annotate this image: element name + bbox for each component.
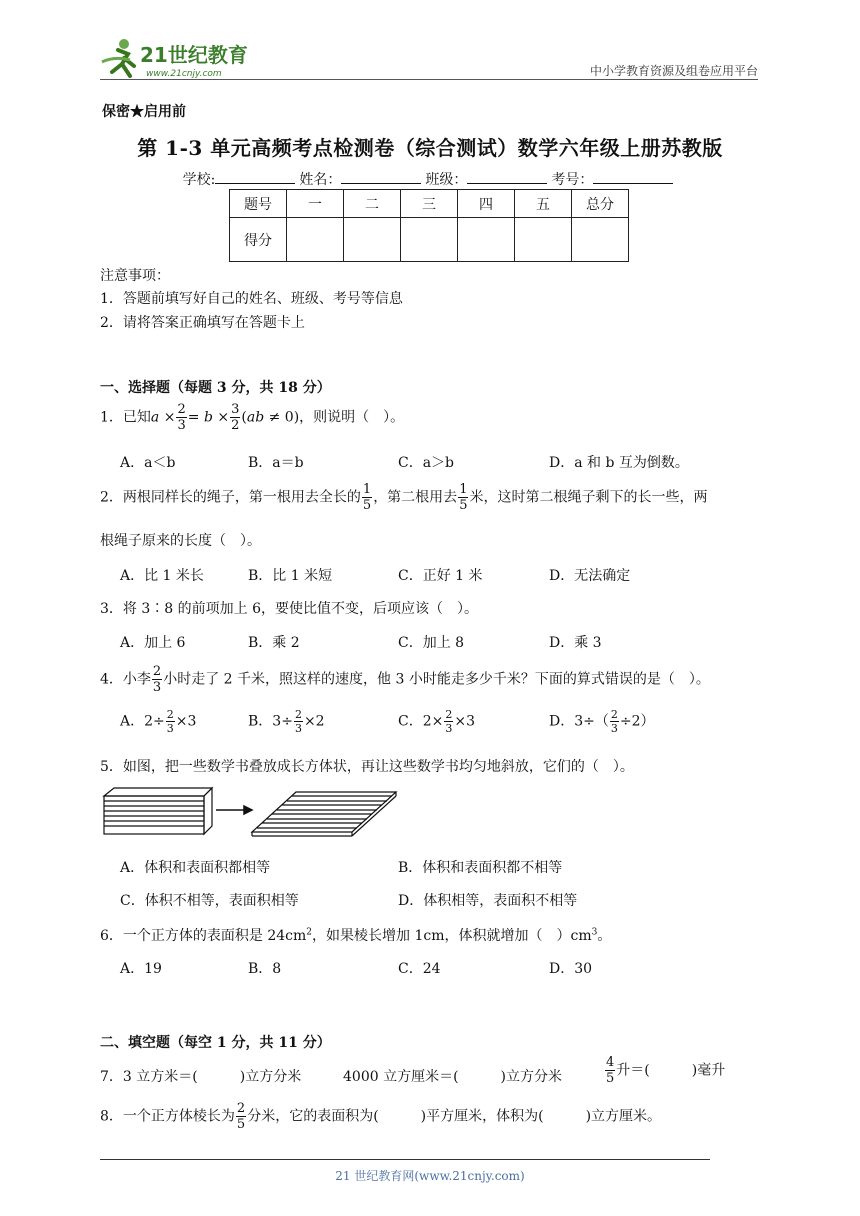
q1-prefix: 1．已知: [100, 409, 151, 426]
notes-title: 注意事项：: [100, 268, 170, 284]
school-blank: [215, 169, 295, 184]
stacked-books-icon: [104, 788, 212, 834]
header-divider: [100, 79, 758, 80]
question-7b: 4000 立方厘米＝( )立方分米: [343, 1069, 563, 1085]
logo-text: 21世纪教育: [140, 43, 248, 67]
platform-name: 中小学教育资源及组卷应用平台: [589, 64, 758, 78]
runner-logo-icon: [94, 36, 264, 82]
exam-no-label: 考号：: [551, 172, 594, 188]
score-cell[interactable]: [344, 218, 401, 262]
class-blank: [467, 169, 547, 184]
score-cell[interactable]: [572, 218, 629, 262]
q2-option-c[interactable]: C．正好 1 米: [398, 568, 483, 584]
logo-sub: www.21cnjy.com: [146, 69, 222, 79]
school-label: 学校:: [182, 172, 216, 188]
arrow-right-icon: [216, 806, 252, 814]
question-8: 8．一个正方体棱长为 $\frac{2}{5}$ 分米，它的表面积为( )平方厘米，体积为( )立方厘米。: [100, 1101, 662, 1132]
question-4: 4．小李 $\frac{2}{3}$ 小时走了 2 千米，照这样的速度，他 3 小时能走多少千米？下面的算式错误的是（ ）。: [100, 664, 710, 695]
question-2-line2: 根绳子原来的长度（ ）。: [100, 533, 261, 549]
q5-option-d[interactable]: D．体积相等，表面积不相等: [398, 893, 578, 909]
q4-option-b[interactable]: B．3÷ $\frac{2}{3}$ ×2: [248, 708, 325, 735]
q4-option-a[interactable]: A．2÷ $\frac{2}{3}$ ×3: [120, 708, 197, 735]
exam-no-blank: [593, 169, 673, 184]
score-table-header-row: [230, 190, 629, 218]
logo: [94, 36, 264, 82]
q1-option-c[interactable]: C．a＞b: [398, 455, 455, 471]
q1-option-b[interactable]: B．a＝b: [248, 455, 304, 471]
books-figure: [100, 786, 400, 838]
notes-item: 2．请将答案正确填写在答题卡上: [100, 315, 305, 331]
class-label: 班级：: [425, 172, 468, 188]
score-cell[interactable]: [515, 218, 572, 262]
q6-option-b[interactable]: B．8: [248, 961, 282, 977]
q1-option-d[interactable]: D．a 和 b 互为倒数。: [549, 455, 689, 471]
q5-option-c[interactable]: C．体积不相等，表面积相等: [120, 893, 299, 909]
q3-option-a[interactable]: A．加上 6: [120, 635, 186, 651]
slanted-books-icon: [252, 792, 396, 836]
section-2-heading: 二、填空题（每空 1 分，共 11 分）: [100, 1035, 331, 1051]
question-6: 6．一个正方体的表面积是 $24cm^2$，如果棱长增加 1cm，体积就增加（ ）$cm^3$。: [100, 927, 612, 944]
score-table: [229, 189, 629, 262]
q2-option-a[interactable]: A．比 1 米长: [120, 568, 204, 584]
question-7c: $\frac{4}{5}$ 升＝( )毫升: [606, 1055, 726, 1086]
q6-option-d[interactable]: D．30: [549, 961, 593, 977]
q6-option-c[interactable]: C．24: [398, 961, 441, 977]
question-3: 3．将 3∶8 的前项加上 6，要使比值不变，后项应该（ ）。: [100, 601, 478, 617]
q3-option-c[interactable]: C．加上 8: [398, 635, 465, 651]
score-header-cell: 一: [287, 190, 344, 218]
notes-item: 1．答题前填写好自己的姓名、班级、考号等信息: [100, 291, 403, 307]
q4-option-d[interactable]: D．3÷（ $\frac{2}{3}$ ÷2）: [549, 708, 655, 735]
score-header-cell: 四: [458, 190, 515, 218]
q2-option-b[interactable]: B．比 1 米短: [248, 568, 333, 584]
score-header-cell: 二: [344, 190, 401, 218]
footer-divider: [100, 1159, 710, 1160]
score-header-cell: 题号: [230, 190, 287, 218]
score-cell[interactable]: [401, 218, 458, 262]
question-1: 1．已知a × $\frac{2}{3}$ = b × $\frac{3}{2}$ (ab ≠ 0)，则说明（ ）。: [100, 402, 405, 433]
section-1-heading: 一、选择题（每题 3 分，共 18 分）: [100, 380, 331, 396]
question-7a: 7．3 立方米＝( )立方分米: [100, 1069, 302, 1085]
q5-option-a[interactable]: A．体积和表面积都相等: [120, 860, 271, 876]
question-2: 2．两根同样长的绳子，第一根用去全长的 $\frac{1}{5}$ ，第二根用去 $\frac{1}{5}$ 米，这时第二根绳子剩下的长一些，两: [100, 482, 708, 513]
footer-text[interactable]: 21 世纪教育网(www.21cnjy.com): [335, 1169, 525, 1183]
q3-option-d[interactable]: D．乘 3: [549, 635, 602, 651]
score-table-score-row: [230, 218, 629, 262]
q1-option-a[interactable]: A．a＜b: [120, 455, 176, 471]
q5-option-b[interactable]: B．体积和表面积都不相等: [398, 860, 563, 876]
q6-option-a[interactable]: A．19: [120, 961, 162, 977]
student-info: [0, 169, 860, 189]
score-row-label: 得分: [230, 218, 287, 262]
q1-suffix: ，则说明（ ）。: [299, 409, 405, 426]
question-5: 5．如图，把一些数学书叠放成长方体状，再让这些数学书均匀地斜放，它们的（ ）。: [100, 759, 634, 775]
score-cell[interactable]: [287, 218, 344, 262]
page-title: 第 1-3 单元高频考点检测卷（综合测试）数学六年级上册苏教版: [137, 136, 723, 160]
q3-option-b[interactable]: B．乘 2: [248, 635, 300, 651]
secret-label: 保密★启用前: [102, 104, 186, 120]
q4-option-c[interactable]: C．2× $\frac{2}{3}$ ×3: [398, 708, 475, 735]
score-header-cell: 五: [515, 190, 572, 218]
score-header-cell: 总分: [572, 190, 629, 218]
score-header-cell: 三: [401, 190, 458, 218]
name-blank: [341, 169, 421, 184]
score-cell[interactable]: [458, 218, 515, 262]
q2-option-d[interactable]: D．无法确定: [549, 568, 631, 584]
name-label: 姓名：: [299, 172, 342, 188]
